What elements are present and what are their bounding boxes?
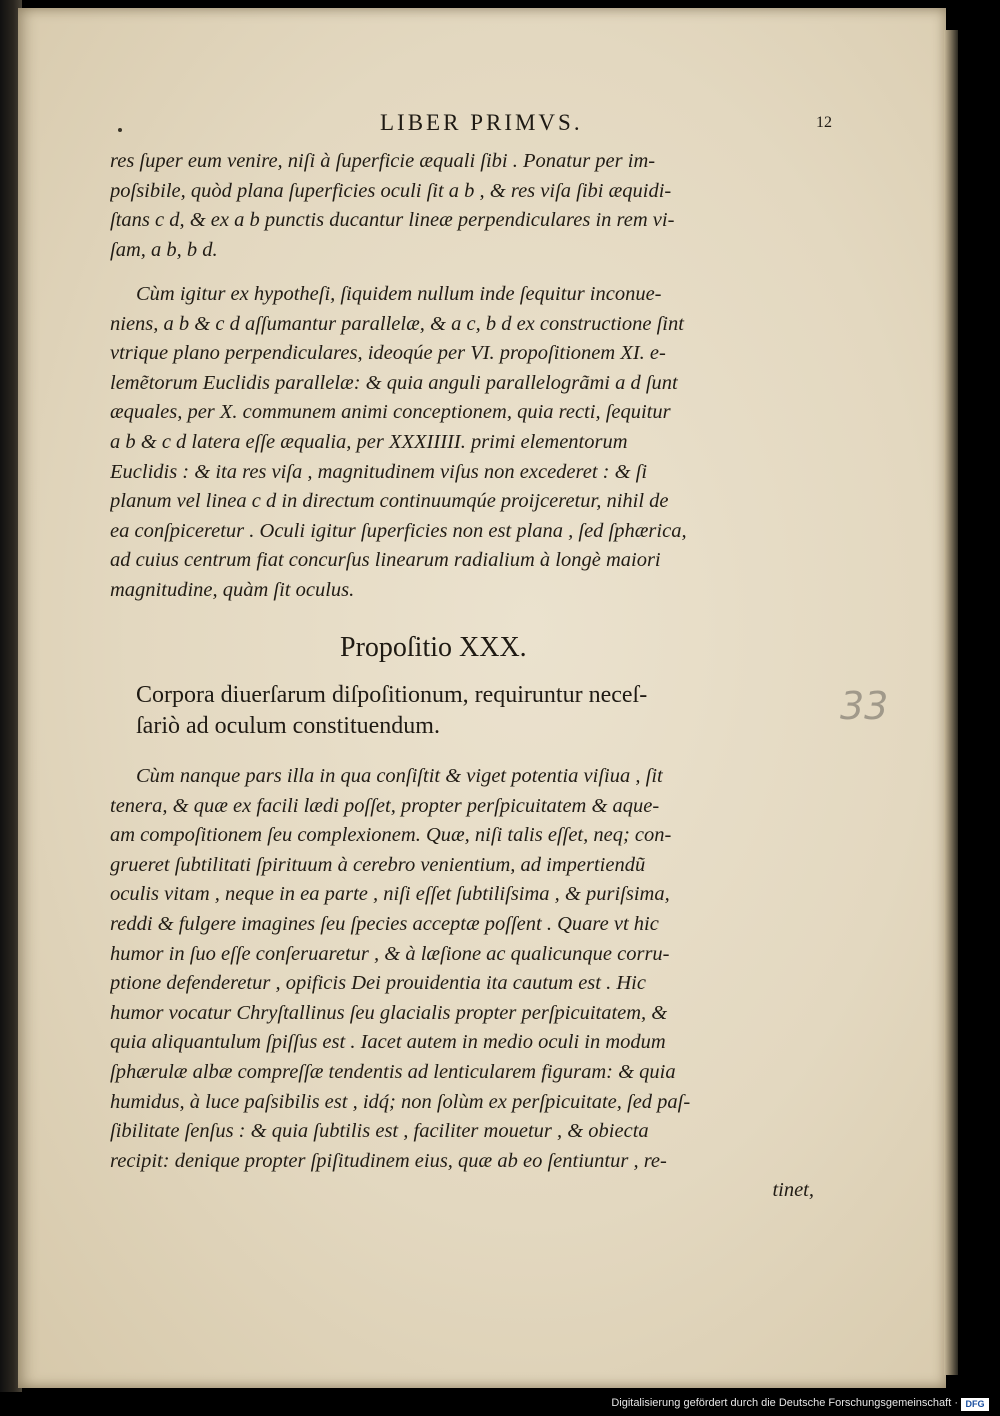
proposition-heading: Propoſitio XXX. [340,632,527,663]
text-line: ſtans c d, & ex a b punctis ducantur lineæ perpendiculares in rem vi- [110,209,675,232]
text-line: ea conſpiceretur . Oculi igitur ſuperficies non est plana , ſed ſphærica, [110,519,687,542]
text-line: planum vel linea c d in directum continuumqúe proijceretur, nihil de [110,490,669,513]
text-line: recipit: denique propter ſpiſitudinem eius, quæ ab eo ſentiuntur , re- [110,1149,667,1172]
margin-pencil-note: 33 [840,684,889,728]
text-line: ptione defenderetur , opificis Dei prouidentia ita cautum est . Hic [110,972,646,995]
text-line: grueret ſubtilitati ſpirituum à cerebro venientium, ad impertiendũ [110,853,646,876]
statement-line: Corpora diuerſarum diſpoſitionum, requiruntur neceſ- [136,682,648,708]
text-line: humor in ſuo eſſe conſeruaretur , & à læſione ac qualicunque corru- [110,942,670,965]
text-line: tinet, [772,1179,814,1202]
text-line: Euclidis : & ita res viſa , magnitudinem viſus non excederet : & ſi [110,460,648,483]
ink-dot [118,128,122,132]
folio-number: 12 [816,114,832,131]
text-line: a b & c d latera eſſe æqualia, per XXXIIIII. primi elementorum [110,430,628,453]
text-line: Cùm igitur ex hypotheſi, ſiquidem nullum inde ſequitur inconue- [136,283,662,305]
running-head: LIBER PRIMVS. [380,110,583,135]
text-line: niens, a b & c d aſſumantur parallelæ, & a c, b d ex constructione ſint [110,312,684,335]
text-line: humor vocatur Chryſtallinus ſeu glacialis propter perſpicuitatem, & [110,1001,668,1024]
proposition-statement [136,680,836,742]
page-edge-shadow [944,30,958,1375]
statement-line: ſariò ad oculum constituendum. [136,713,440,739]
text-line: magnitudine, quàm ſit oculus. [110,578,355,601]
text-line: lemẽtorum Euclidis parallelæ: & quia anguli parallelogrãmi a d ſunt [110,371,678,394]
explanation-paragraph [110,762,834,1206]
text-line: tenera, & quæ ex facili lædi poſſet, propter perſpicuitatem & aque- [110,794,660,817]
footer-credit: Digitalisierung gefördert durch die Deutsche Forschungsgemeinschaft · [611,1397,958,1409]
text-line: am compoſitionem ſeu complexionem. Quæ, niſi talis eſſet, neq; con- [110,824,672,847]
text-line: oculis vitam , neque in ea parte , niſi eſſet ſubtiliſsima , & puriſsima, [110,883,670,906]
text-line: ſam, a b, b d. [110,238,218,261]
text-line: æquales, per X. communem animi conceptionem, quia recti, ſequitur [110,401,671,424]
text-line: res ſuper eum venire, niſi à ſuperficie æquali ſibi . Ponatur per im- [110,150,656,172]
text-line: humidus, à luce paſsibilis est , idq́; non ſolùm ex perſpicuitate, ſed paſ- [110,1090,691,1113]
proof-paragraph [110,280,834,606]
text-line: ſphærulæ albæ compreſſæ tendentis ad lenticularem figuram: & quia [110,1060,676,1083]
text-line: ad cuius centrum fiat concurſus linearum radialium à longè maiori [110,549,661,572]
text-line: quia aliquantulum ſpiſſus est . Iacet autem in medio oculi in modum [110,1031,666,1054]
text-line: reddi & fulgere imagines ſeu ſpecies acceptæ poſſent . Quare vt hic [110,912,659,935]
text-line: ſibilitate ſenſus : & quia ſubtilis est , faciliter mouetur , & obiecta [110,1120,649,1143]
continued-paragraph [110,147,834,265]
dfg-logo-icon: DFG [961,1398,989,1411]
text-line: poſsibile, quòd plana ſuperficies oculi ſit a b , & res viſa ſibi æquidi- [110,179,672,202]
text-line: vtrique plano perpendiculares, ideoqúe per VI. propoſitionem XI. e- [110,342,666,365]
text-line: Cùm nanque pars illa in qua conſiſtit & viget potentia viſiua , ſit [136,765,663,787]
